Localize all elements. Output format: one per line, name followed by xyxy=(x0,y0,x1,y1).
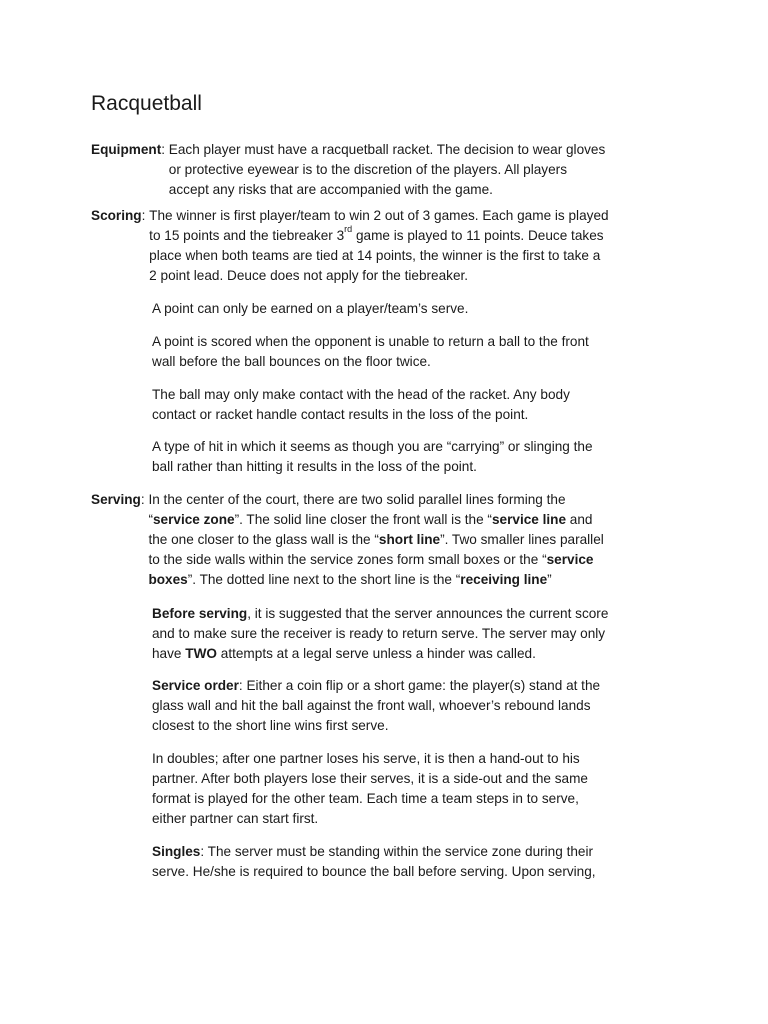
scoring-definition xyxy=(149,206,608,286)
paragraph-line: and to make sure the receiver is ready to return serve. The server may only xyxy=(152,626,606,641)
scoring-text: game is played to 11 points. Deuce takes xyxy=(352,228,604,243)
serving-text: and xyxy=(566,512,593,527)
paragraph-line xyxy=(152,644,692,664)
serving-term: Serving xyxy=(91,492,141,507)
scoring-line: 2 point lead. Deuce does not apply for the tiebreaker. xyxy=(149,268,469,283)
paragraph-text: attempts at a legal serve unless a hinder was called. xyxy=(216,646,536,661)
service-order-paragraph xyxy=(152,676,692,736)
paragraph-line: glass wall and hit the ball against the front wall, whoever’s rebound lands xyxy=(152,698,591,713)
paragraph-line: A point is scored when the opponent is unable to return a ball to the front xyxy=(152,334,589,349)
scoring-line xyxy=(149,226,608,246)
paragraph-line xyxy=(152,676,692,696)
equipment-colon: : xyxy=(161,142,169,157)
scoring-text: to 15 points and the tiebreaker 3 xyxy=(149,228,345,243)
scoring-line: place when both teams are tied at 14 points, the winner is the first to take a xyxy=(149,248,601,263)
paragraph-line xyxy=(152,842,692,862)
serving-text: ”. The dotted line next to the short line is the “ xyxy=(187,572,461,587)
paragraph-text: : Either a coin flip or a short game: the player(s) stand at the xyxy=(238,678,601,693)
serving-text: ” xyxy=(547,572,552,587)
serving-line xyxy=(148,550,603,570)
scoring-section xyxy=(91,206,691,286)
singles-lead: Singles xyxy=(152,844,201,859)
serving-text: ”. Two smaller lines parallel xyxy=(440,532,604,547)
paragraph-line: In doubles; after one partner loses his serve, it is then a hand-out to his xyxy=(152,751,580,766)
before-serving-lead: Before serving xyxy=(152,606,248,621)
serving-text: to the side walls within the service zones form small boxes or the “ xyxy=(148,552,547,567)
scoring-colon: : xyxy=(141,208,150,223)
before-serving-paragraph xyxy=(152,604,692,664)
scoring-term: Scoring xyxy=(91,208,142,223)
equipment-line: accept any risks that are accompanied with the game. xyxy=(168,182,493,197)
scoring-paragraph xyxy=(152,385,692,425)
paragraph-line: ball rather than hitting it results in the loss of the point. xyxy=(152,459,477,474)
serving-text: “ xyxy=(148,512,153,527)
term-service-zone: service zone xyxy=(152,512,235,527)
paragraph-line: serve. He/she is required to bounce the ball before serving. Upon serving, xyxy=(152,864,596,879)
serving-colon: : xyxy=(140,492,149,507)
paragraph-text: have xyxy=(152,646,186,661)
scoring-paragraph xyxy=(152,299,692,319)
term-service-line: service line xyxy=(491,512,567,527)
term-service: service xyxy=(546,552,594,567)
equipment-line: Each player must have a racquetball racket. The decision to wear gloves xyxy=(168,142,606,157)
serving-line: In the center of the court, there are two solid parallel lines forming the xyxy=(148,492,566,507)
scoring-paragraph xyxy=(152,437,692,477)
emphasis-two: TWO xyxy=(185,646,217,661)
equipment-term: Equipment xyxy=(91,142,162,157)
doubles-paragraph xyxy=(152,749,692,829)
scoring-line: The winner is first player/team to win 2 out of 3 games. Each game is played xyxy=(149,208,609,223)
paragraph-line: A point can only be earned on a player/team’s serve. xyxy=(152,301,469,316)
paragraph-line: The ball may only make contact with the head of the racket. Any body xyxy=(152,387,570,402)
paragraph-line: partner. After both players lose their serves, it is a side-out and the same xyxy=(152,771,588,786)
paragraph-line: closest to the short line wins first serve. xyxy=(152,718,389,733)
serving-definition xyxy=(148,490,603,590)
serving-text: ”. The solid line closer the front wall is the “ xyxy=(234,512,492,527)
term-boxes: boxes xyxy=(148,572,188,587)
singles-paragraph xyxy=(152,842,692,882)
paragraph-line: wall before the ball bounces on the floor twice. xyxy=(152,354,431,369)
scoring-paragraph xyxy=(152,332,692,372)
equipment-section xyxy=(91,140,691,200)
paragraph-line: contact or racket handle contact results in the loss of the point. xyxy=(152,407,529,422)
paragraph-line: A type of hit in which it seems as though you are “carrying” or slinging the xyxy=(152,439,593,454)
paragraph-line xyxy=(152,604,692,624)
serving-line xyxy=(148,510,603,530)
serving-section xyxy=(91,490,691,590)
paragraph-line: format is played for the other team. Each time a team steps in to serve, xyxy=(152,791,579,806)
ordinal-superscript: rd xyxy=(344,224,353,235)
serving-text: the one closer to the glass wall is the “ xyxy=(148,532,379,547)
service-order-lead: Service order xyxy=(152,678,239,693)
document-title: Racquetball xyxy=(91,92,202,115)
paragraph-line: either partner can start first. xyxy=(152,811,319,826)
equipment-line: or protective eyewear is to the discretion of the players. All players xyxy=(168,162,567,177)
paragraph-text: , it is suggested that the server announces the current score xyxy=(247,606,609,621)
serving-line xyxy=(148,530,603,550)
term-receiving-line: receiving line xyxy=(460,572,548,587)
paragraph-text: : The server must be standing within the service zone during their xyxy=(200,844,594,859)
serving-line xyxy=(148,570,603,590)
equipment-definition xyxy=(169,140,606,200)
term-short-line: short line xyxy=(378,532,441,547)
